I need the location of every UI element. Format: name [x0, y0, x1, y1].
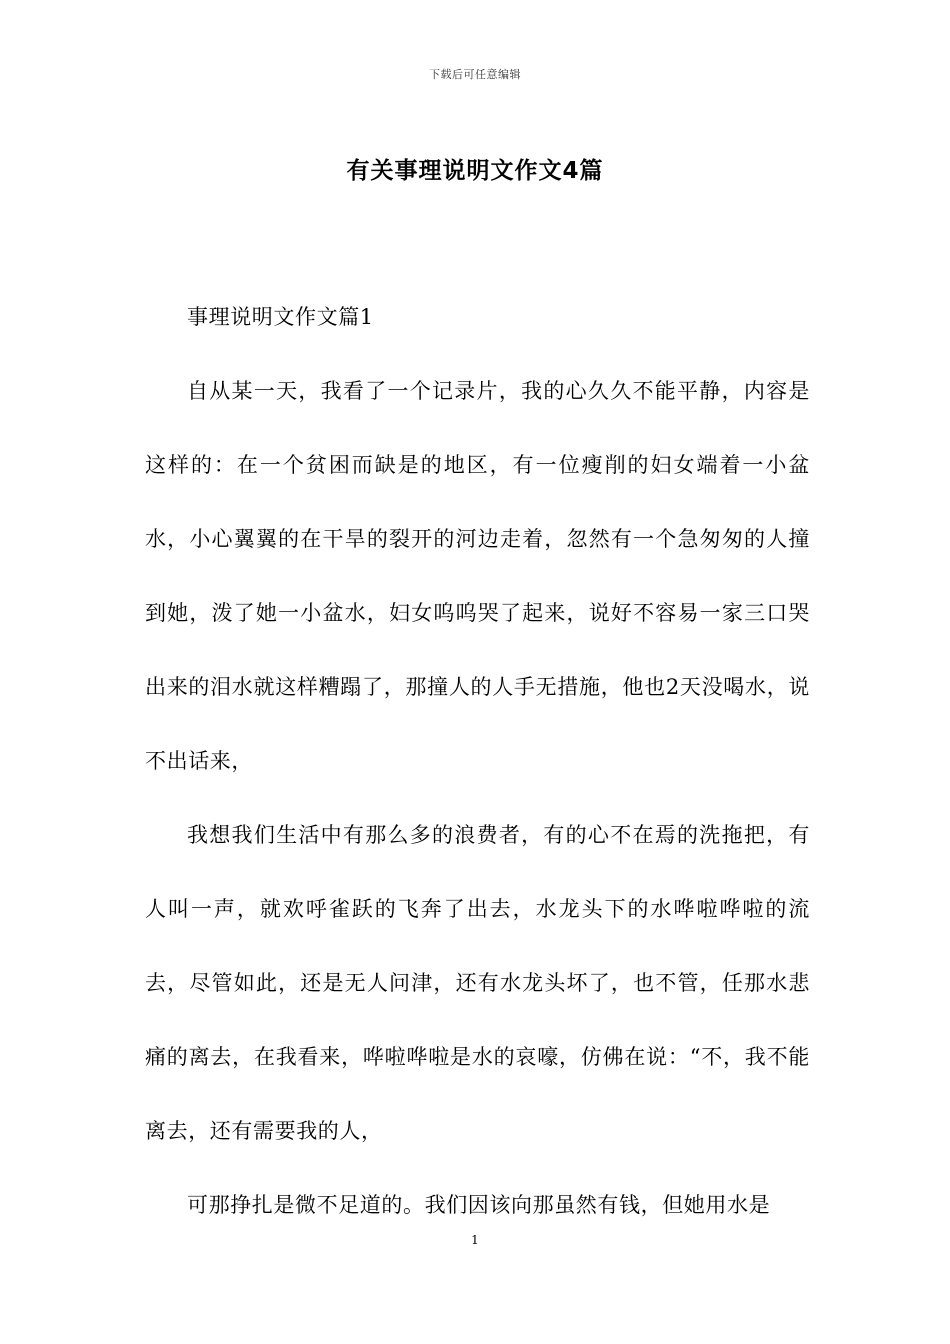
- paragraph-3: 可那挣扎是微不足道的。我们因该向那虽然有钱，但她用水是: [187, 1193, 771, 1217]
- page-number: 1: [471, 1233, 479, 1247]
- paragraph-2: 我想我们生活中有那么多的浪费者，有的心不在焉的洗拖把，有人叫一声，就欢呼雀跃的飞奔了出去，水龙头下的水哗啦哗啦的流去，尽管如此，还是无人问津，还有水龙头坏了，也不管，任那水悲痛的离去，在我看来，哗啦哗啦是水的哀嚎，仿佛在说：“不，我不能离去，还有需要我的人，: [145, 823, 810, 1143]
- section-heading: 事理说明文作文篇1: [187, 305, 374, 329]
- document-body: [145, 280, 810, 1242]
- paragraph-1: 自从某一天，我看了一个记录片，我的心久久不能平静，内容是这样的：在一个贫困而缺是的地区，有一位瘦削的妇女端着一小盆水，小心翼翼的在干旱的裂开的河边走着，忽然有一个急匆匆的人撞到她，泼了她一小盆水，妇女呜呜哭了起来，说好不容易一家三口哭出来的泪水就这样糟蹋了，那撞人的人手无措施，他也2天没喝水，说不出话来，: [145, 379, 810, 773]
- header-note: 下载后可任意编辑: [429, 68, 521, 81]
- document-title: 有关事理说明文作文4篇: [346, 158, 604, 184]
